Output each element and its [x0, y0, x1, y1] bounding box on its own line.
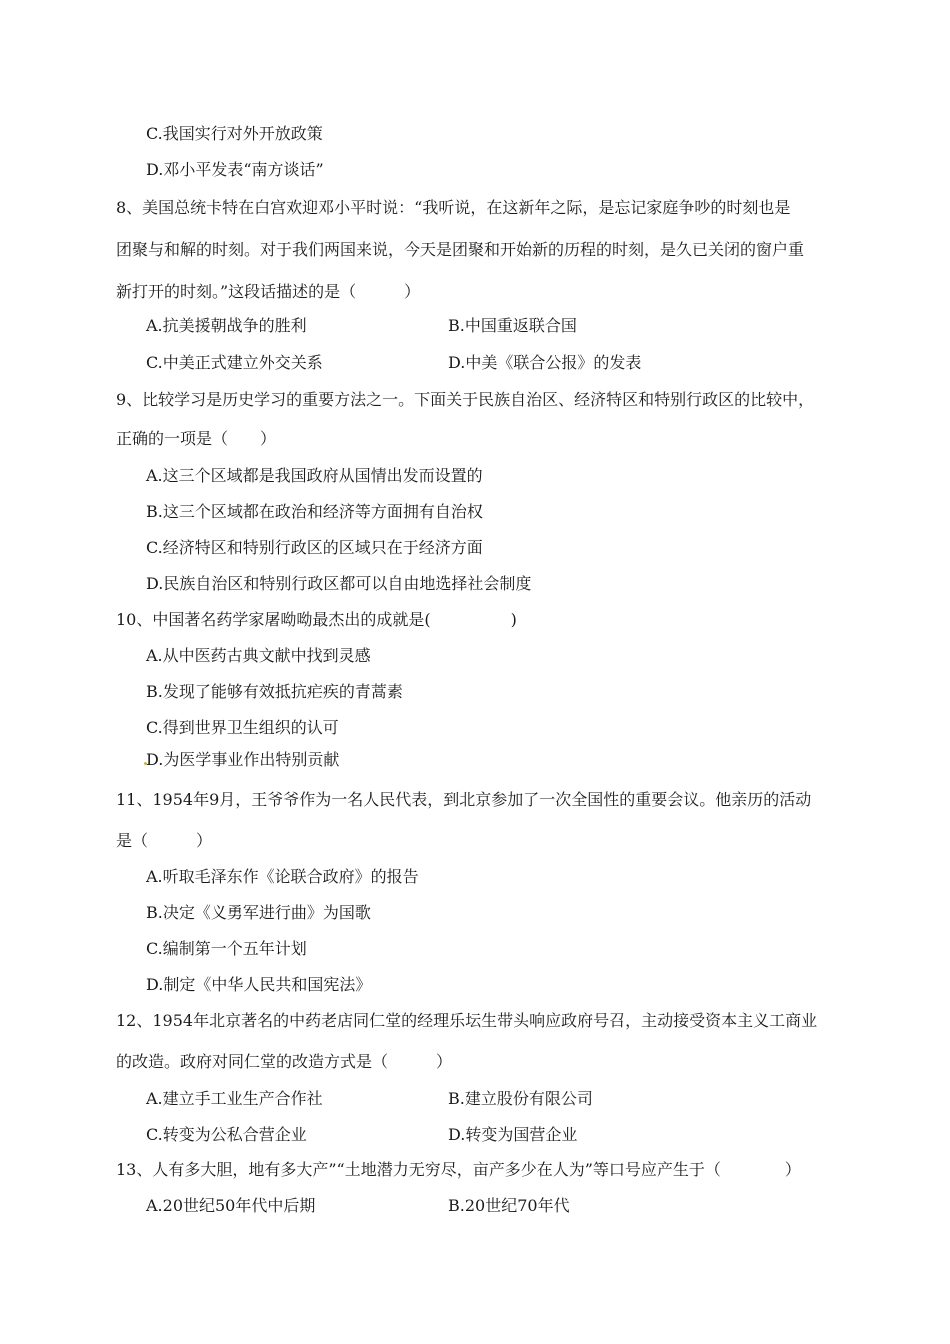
q10-option-c: C.得到世界卫生组织的认可: [146, 718, 339, 737]
q8-option-b: B.中国重返联合国: [448, 316, 577, 335]
q8-stem-line-3: 新打开的时刻。”这段话描述的是（ ）: [116, 282, 421, 301]
q9-option-c: C.经济特区和特别行政区的区域只在于经济方面: [146, 538, 483, 557]
q9-stem-line-1: 9、比较学习是历史学习的重要方法之一。下面关于民族自治区、经济特区和特别行政区的比较中，: [116, 390, 815, 409]
q11-stem-line-2: 是（ ）: [116, 831, 213, 850]
q13-option-b: B.20世纪70年代: [448, 1196, 570, 1215]
q12-option-a: A.建立手工业生产合作社: [146, 1089, 323, 1108]
q12-option-c: C.转变为公私合营企业: [146, 1125, 307, 1144]
q10-option-b: B.发现了能够有效抵抗疟疾的青蒿素: [146, 682, 403, 701]
q12-stem-line-2: 的改造。政府对同仁堂的改造方式是（ ）: [116, 1052, 453, 1071]
q11-option-a: A.听取毛泽东作《论联合政府》的报告: [146, 867, 419, 886]
q8-option-c: C.中美正式建立外交关系: [146, 353, 323, 372]
q8-option-a: A.抗美援朝战争的胜利: [146, 316, 307, 335]
q9-option-b: B.这三个区域都在政治和经济等方面拥有自治权: [146, 502, 483, 521]
q10-stem: 10、中国著名药学家屠呦呦最杰出的成就是( ): [116, 610, 517, 629]
prev-option-c: C.我国实行对外开放政策: [146, 124, 323, 143]
q12-stem-line-1: 12、1954年北京著名的中药老店同仁堂的经理乐坛生带头响应政府号召，主动接受资本主义工商业: [116, 1011, 818, 1030]
q13-stem: 13、人有多大胆，地有多大产”“土地潜力无穷尽，亩产多少在人为”等口号应产生于（ ）: [116, 1160, 801, 1179]
q10-option-a: A.从中医药古典文献中找到灵感: [146, 646, 371, 665]
q8-stem-line-1: 8、美国总统卡特在白宫欢迎邓小平时说：“我听说，在这新年之际，是忘记家庭争吵的时刻也是: [116, 198, 791, 217]
q11-option-d: D.制定《中华人民共和国宪法》: [146, 975, 372, 994]
q12-option-b: B.建立股份有限公司: [448, 1089, 593, 1108]
q11-option-c: C.编制第一个五年计划: [146, 939, 307, 958]
q9-option-d: D.民族自治区和特别行政区都可以自由地选择社会制度: [146, 574, 532, 593]
q12-option-d: D.转变为国营企业: [448, 1125, 578, 1144]
q11-option-b: B.决定《义勇军进行曲》为国歌: [146, 903, 371, 922]
q9-option-a: A.这三个区域都是我国政府从国情出发而设置的: [146, 466, 483, 485]
q10-option-d: D.为医学事业作出特别贡献: [146, 750, 340, 769]
q13-option-a: A.20世纪50年代中后期: [146, 1196, 316, 1215]
q11-stem-line-1: 11、1954年9月，王爷爷作为一名人民代表，到北京参加了一次全国性的重要会议。他亲历的活动: [116, 790, 812, 809]
q8-option-d: D.中美《联合公报》的发表: [448, 353, 642, 372]
prev-option-d: D.邓小平发表“南方谈话”: [146, 160, 324, 179]
q8-stem-line-2: 团聚与和解的时刻。对于我们两国来说，今天是团聚和开始新的历程的时刻，是久已关闭的窗户重: [116, 240, 805, 259]
q9-stem-line-2: 正确的一项是（ ）: [116, 429, 277, 448]
